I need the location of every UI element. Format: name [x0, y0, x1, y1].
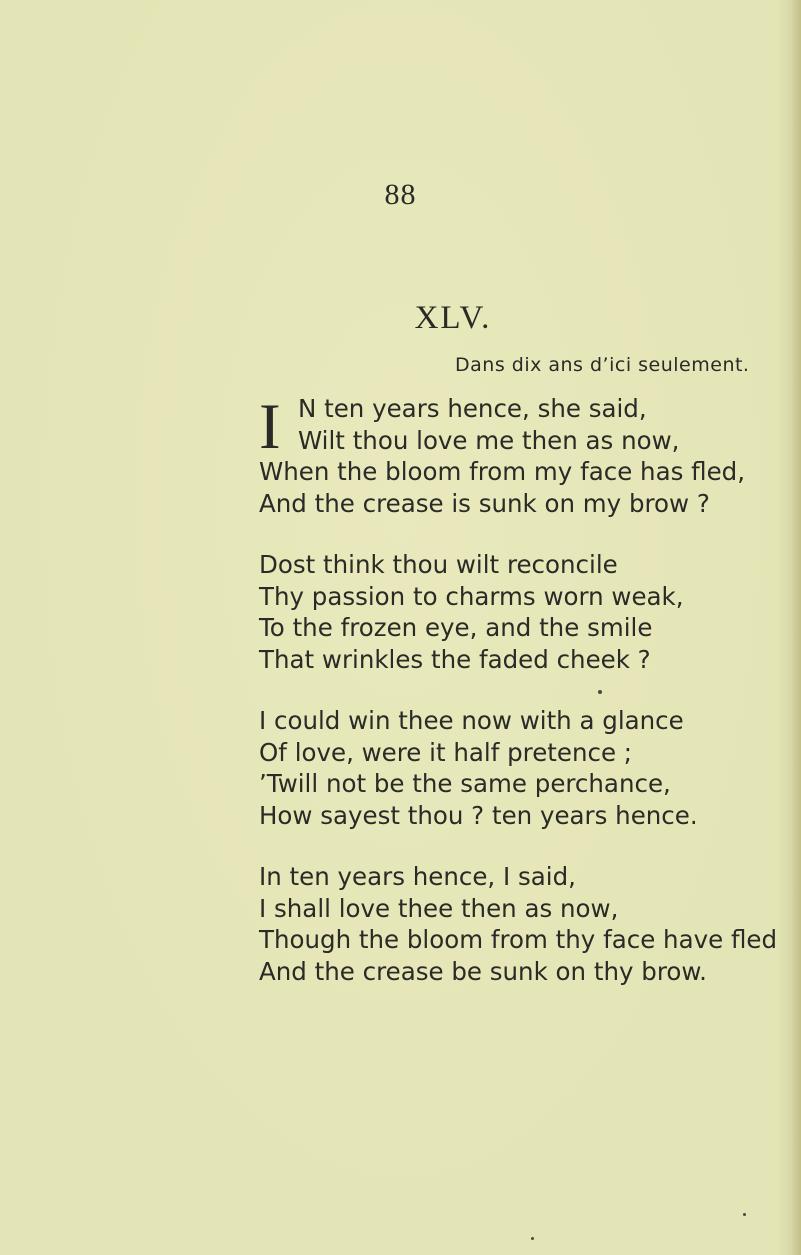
epigraph: Dans dix ans d’ici seulement.: [455, 354, 750, 376]
paper-speck: [531, 1237, 534, 1240]
paper-speck: [598, 690, 602, 694]
stanza-4: [259, 861, 777, 987]
page-number: 88: [384, 178, 417, 211]
poem-number: XLV.: [414, 300, 492, 336]
poem-line: ’Twill not be the same perchance,: [259, 769, 671, 798]
poem-line: I shall love thee then as now,: [259, 893, 619, 923]
paper-speck: [743, 1213, 746, 1216]
poem-body: [259, 393, 777, 1017]
poem-line: Thy passion to charms worn weak,: [259, 581, 684, 611]
drop-cap: I: [259, 391, 281, 463]
stanza-2: [259, 549, 777, 675]
poem-line: How sayest thou ? ten years hence.: [259, 800, 698, 830]
poem-line: Wilt thou love me then as now,: [298, 425, 680, 455]
poem-line: When the bloom from my face has fled,: [259, 457, 745, 486]
poem-line: Of love, were it half pretence ;: [259, 737, 633, 767]
poem-line-text: N ten years hence, she said,: [298, 394, 647, 423]
stanza-3: [259, 705, 777, 831]
poem-line: In ten years hence, I said,: [259, 862, 576, 891]
poem-line: To the frozen eye, and the smile: [259, 613, 653, 642]
poem-line: Dost think thou wilt reconcile: [259, 550, 618, 579]
poem-line: And the crease is sunk on my brow ?: [259, 488, 710, 518]
stanza-1: [259, 393, 777, 519]
poem-line: I could win thee now with a glance: [259, 706, 684, 735]
poem-line: That wrinkles the faded cheek ?: [259, 644, 651, 674]
poem-line: Though the bloom from thy face have fled: [259, 925, 778, 954]
poem-line: And the crease be sunk on thy brow.: [259, 956, 707, 986]
